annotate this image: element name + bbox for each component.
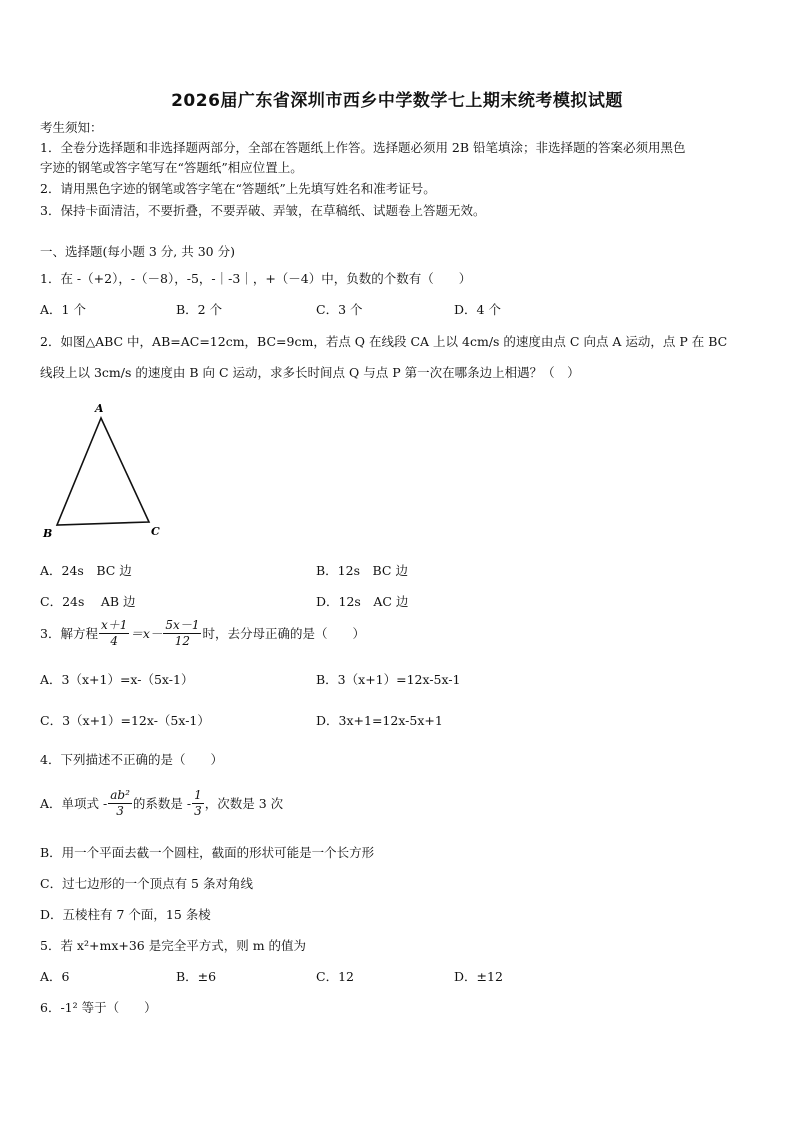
q3-option-a: A．3（x+1）=x-（5x-1） (40, 672, 194, 687)
q4-fraction-1-numerator: ab² (110, 788, 130, 802)
q4-fraction-2-denominator: 3 (194, 804, 202, 818)
q2-option-d: D．12s AC 边 (316, 594, 409, 609)
q3-fraction-2-denominator: 12 (174, 634, 191, 648)
q3-fraction-1-denominator: 4 (110, 634, 118, 648)
notice-item-3: 3．保持卡面清洁，不要折叠，不要弄破、弄皱，在草稿纸、试题卷上答题无效。 (40, 203, 486, 218)
q4-fraction-2 (192, 788, 204, 819)
notice-item-2: 2．请用黑色字迹的钢笔或答字笔在“答题纸”上先填写姓名和准考证号。 (40, 181, 436, 196)
q4-option-b: B．用一个平面去截一个圆柱，截面的形状可能是一个长方形 (40, 845, 375, 860)
q2-option-a: A．24s BC 边 (40, 563, 132, 578)
q1-stem: 1．在 -（+2），-（－8），-5，-｜-3｜，+（－4）中，负数的个数有（ ） (40, 271, 472, 286)
q3-stem-suffix: 时，去分母正确的是（ ） (202, 625, 365, 641)
vertex-b-label: B (43, 527, 53, 540)
q2-stem-line-1: 2．如图△ABC 中，AB=AC=12cm，BC=9cm，若点 Q 在线段 CA 上以 4cm/s 的速度由点 C 向点 A 运动，点 P 在 BC (40, 334, 728, 349)
q4-option-d: D．五棱柱有 7 个面，15 条棱 (40, 907, 211, 922)
notice-item-1-line-2: 字迹的钢笔或答字笔写在“答题纸”相应位置上。 (40, 160, 303, 175)
triangle-abc (57, 418, 149, 525)
triangle-figure (38, 398, 178, 543)
page-title: 2026届广东省深圳市西乡中学数学七上期末统考模拟试题 (171, 91, 623, 111)
q4-fraction-2-numerator: 1 (194, 788, 202, 802)
vertex-a-label: A (95, 402, 104, 415)
q5-option-c: C．12 (316, 969, 354, 984)
q1-option-d: D．4 个 (454, 302, 501, 317)
q3-stem (40, 618, 365, 649)
q1-option-b: B．2 个 (176, 302, 223, 317)
q4-fraction-1-denominator: 3 (116, 804, 124, 818)
q3-fraction-1 (99, 618, 129, 649)
q3-option-d: D．3x+1=12x-5x+1 (316, 713, 443, 728)
q4-stem: 4．下列描述不正确的是（ ） (40, 752, 223, 767)
q5-option-b: B．±6 (176, 969, 217, 984)
q5-stem: 5．若 x²+mx+36 是完全平方式，则 m 的值为 (40, 938, 307, 953)
q3-fraction-1-numerator: x＋1 (100, 618, 128, 632)
q3-fraction-2 (163, 618, 201, 649)
q5-option-a: A．6 (40, 969, 70, 984)
q3-option-c: C．3（x+1）=12x-（5x-1） (40, 713, 210, 728)
q4-option-a-prefix: A．单项式 - (40, 795, 108, 811)
vertex-c-label: C (151, 525, 160, 538)
q3-stem-middle: ＝x－ (130, 625, 163, 641)
notice-heading: 考生须知： (40, 120, 103, 135)
section-heading: 一、选择题(每小题 3 分, 共 30 分) (40, 244, 235, 259)
notice-item-1-line-1: 1．全卷分选择题和非选择题两部分，全部在答题纸上作答。选择题必须用 2B 铅笔填涂；非选择题的答案必须用黑色 (40, 140, 686, 155)
q3-option-b: B．3（x+1）=12x-5x-1 (316, 672, 461, 687)
q4-option-c: C．过七边形的一个顶点有 5 条对角线 (40, 876, 253, 891)
q4-fraction-1 (108, 788, 132, 819)
q1-option-c: C．3 个 (316, 302, 363, 317)
q1-option-a: A．1 个 (40, 302, 86, 317)
q5-option-d: D．±12 (454, 969, 503, 984)
q2-stem-line-2: 线段上以 3cm/s 的速度由 B 向 C 运动，求多长时间点 Q 与点 P 第一次在哪条边上相遇？（ ） (40, 365, 580, 380)
q4-option-a-middle: 的系数是 - (132, 795, 192, 811)
q2-option-b: B．12s BC 边 (316, 563, 408, 578)
q3-stem-prefix: 3．解方程 (40, 625, 98, 641)
q3-fraction-2-numerator: 5x－1 (165, 618, 200, 632)
q6-stem: 6．-1² 等于（ ） (40, 1000, 157, 1015)
q4-option-a (40, 788, 283, 819)
q4-option-a-suffix: ，次数是 3 次 (204, 795, 284, 811)
q2-option-c: C．24s AB 边 (40, 594, 136, 609)
